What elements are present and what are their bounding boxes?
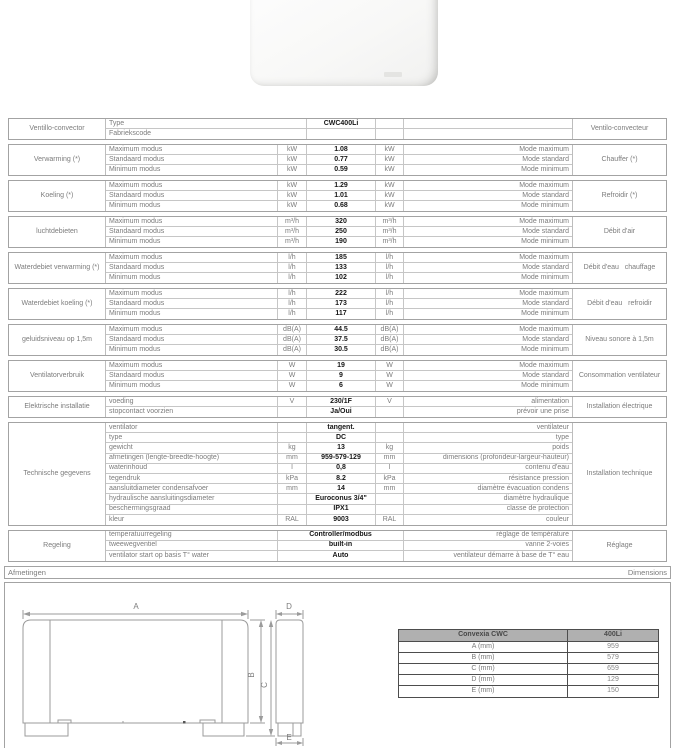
unit-right-cell: dB(A) (376, 345, 404, 355)
nl-category-label: Waterdebiet koeling (*) (9, 289, 106, 319)
nl-category-label: Waterdebiet verwarming (*) (9, 253, 106, 283)
nl-desc-cell: voeding (106, 397, 278, 406)
unit-left-cell: kW (278, 165, 307, 175)
nl-desc-cell: Type (106, 119, 307, 128)
dims-row-value: 150 (607, 687, 619, 695)
nl-category-label: Koeling (*) (9, 181, 106, 211)
spec-group-rows (106, 397, 572, 417)
fr-desc-cell: ventilateur (536, 423, 569, 431)
table-row (106, 397, 572, 407)
nl-desc-cell: Standaard modus (106, 371, 278, 380)
unit-left-cell (278, 505, 307, 514)
unit-right-cell (376, 407, 404, 417)
table-row (106, 505, 572, 515)
dims-table-model-header: Convexia CWC (399, 630, 568, 641)
unit-right-cell: l/h (376, 273, 404, 283)
unit-left-cell (278, 423, 307, 432)
spec-group-rows (106, 361, 572, 391)
unit-left-cell: l/h (278, 309, 307, 319)
value-cell: 9003 (307, 515, 376, 525)
unit-left-cell: dB(A) (278, 335, 307, 344)
table-row (106, 273, 572, 283)
table-row (106, 263, 572, 273)
dim-label-c: C (260, 681, 269, 688)
unit-right-cell: l (376, 464, 404, 473)
value-cell: 6 (307, 381, 376, 391)
fr-category-label: Réglage (572, 531, 666, 561)
dims-table-variant-header: 400Li (604, 631, 622, 639)
value-cell: 13 (307, 443, 376, 452)
value-cell: IPX1 (307, 505, 376, 514)
value-cell: Euroconus 3/4" (307, 494, 376, 503)
fr-desc-cell: Mode minimum (521, 346, 569, 353)
value-cell: 250 (307, 227, 376, 236)
fr-category-label: Refroidir (*) (572, 181, 666, 211)
dims-table-row (399, 642, 658, 653)
table-row (106, 309, 572, 319)
table-row (106, 454, 572, 464)
nl-desc-cell: Maximum modus (106, 181, 278, 190)
spec-table (8, 118, 667, 562)
nl-category-label: Verwarming (*) (9, 145, 106, 175)
nl-desc-cell: Minimum modus (106, 165, 278, 175)
table-row (106, 325, 572, 335)
value-cell: Controller/modbus (278, 531, 404, 540)
unit-right-cell: dB(A) (376, 325, 404, 334)
value-cell: 173 (307, 299, 376, 308)
nl-desc-cell: Maximum modus (106, 289, 278, 298)
table-row (106, 191, 572, 201)
unit-left-cell: kW (278, 191, 307, 200)
dims-table-row (399, 675, 658, 686)
unit-right-cell: RAL (376, 515, 404, 525)
unit-right-cell: kW (376, 201, 404, 211)
unit-left-cell: V (278, 397, 307, 406)
dims-row-label: B (mm) (399, 653, 568, 663)
nl-desc-cell: ventilator (106, 423, 278, 432)
spec-group-rows (106, 217, 572, 247)
nl-category-label: luchtdebieten (9, 217, 106, 247)
unit-left-cell: l (278, 464, 307, 473)
fr-desc-cell: alimentation (531, 397, 569, 405)
value-cell (307, 129, 376, 139)
spec-group (8, 422, 667, 526)
nl-desc-cell: Maximum modus (106, 361, 278, 370)
fr-category-label: Installation technique (572, 423, 666, 525)
dims-table-row (399, 664, 658, 675)
fr-desc-cell: Mode minimum (521, 382, 569, 389)
unit-right-cell: l/h (376, 309, 404, 319)
unit-right-cell: l/h (376, 289, 404, 298)
unit-left-cell: m³/h (278, 227, 307, 236)
fr-category-label: Ventilo-convecteur (572, 119, 666, 139)
fr-desc-cell: Mode minimum (521, 166, 569, 173)
product-logo-mark (384, 72, 402, 77)
dims-table-row (399, 653, 658, 664)
unit-right-cell: mm (376, 484, 404, 493)
value-cell: 19 (307, 361, 376, 370)
nl-desc-cell: Standaard modus (106, 263, 278, 272)
nl-desc-cell: Maximum modus (106, 253, 278, 262)
dims-row-value: 579 (607, 653, 619, 661)
fr-desc-cell: Mode standard (522, 263, 569, 271)
table-row (106, 181, 572, 191)
unit-left-cell: l/h (278, 253, 307, 262)
value-cell: 185 (307, 253, 376, 262)
nl-desc-cell: Minimum modus (106, 309, 278, 319)
unit-right-cell (376, 494, 404, 503)
nl-desc-cell: Standaard modus (106, 227, 278, 236)
fr-category-label: Niveau sonore à 1,5m (572, 325, 666, 355)
nl-desc-cell: Minimum modus (106, 201, 278, 211)
table-row (106, 155, 572, 165)
table-row (106, 201, 572, 211)
value-cell: 44.5 (307, 325, 376, 334)
unit-left-cell: mm (278, 454, 307, 463)
table-row (106, 474, 572, 484)
fr-desc-cell: diamètre hydraulique (503, 494, 569, 502)
fr-desc-cell: Mode minimum (521, 202, 569, 209)
value-cell: 30.5 (307, 345, 376, 355)
table-row (106, 484, 572, 494)
table-row (106, 361, 572, 371)
nl-desc-cell: Maximum modus (106, 217, 278, 226)
fr-desc-cell: Mode maximum (519, 181, 569, 189)
unit-left-cell: m³/h (278, 217, 307, 226)
unit-right-cell: mm (376, 454, 404, 463)
fr-desc-cell: prévoir une prise (516, 408, 569, 415)
fr-desc-cell: Mode standard (522, 191, 569, 199)
unit-left-cell: W (278, 361, 307, 370)
spec-group (8, 144, 667, 176)
unit-left-cell: kW (278, 181, 307, 190)
fr-desc-cell: Mode maximum (519, 325, 569, 333)
table-row (106, 299, 572, 309)
value-cell: built-in (278, 541, 404, 550)
spec-group-rows (106, 325, 572, 355)
spec-group-rows (106, 119, 572, 139)
table-row (106, 237, 572, 247)
unit-left-cell: W (278, 371, 307, 380)
table-row (106, 381, 572, 391)
fr-category-label: Installation électrique (572, 397, 666, 417)
unit-left-cell: RAL (278, 515, 307, 525)
nl-desc-cell: Minimum modus (106, 237, 278, 247)
unit-right-cell: kW (376, 165, 404, 175)
spec-group-rows (106, 145, 572, 175)
value-cell: 1.01 (307, 191, 376, 200)
spec-group (8, 252, 667, 284)
fr-desc-cell: contenu d'eau (525, 464, 569, 472)
nl-desc-cell: Minimum modus (106, 345, 278, 355)
table-row (106, 119, 572, 129)
dims-row-label: D (mm) (399, 675, 568, 685)
unit-right-cell: kW (376, 145, 404, 154)
table-row (106, 129, 572, 139)
spec-group (8, 530, 667, 562)
value-cell: 1.08 (307, 145, 376, 154)
value-cell: 320 (307, 217, 376, 226)
nl-desc-cell: temperatuurregeling (106, 531, 278, 540)
unit-left-cell: l/h (278, 273, 307, 283)
nl-desc-cell: hydraulische aansluitingsdiameter (106, 494, 278, 503)
fr-desc-cell: Mode standard (522, 227, 569, 235)
table-row (106, 494, 572, 504)
nl-desc-cell: stopcontact voorzien (106, 407, 278, 417)
nl-desc-cell: Minimum modus (106, 381, 278, 391)
unit-left-cell: kW (278, 155, 307, 164)
nl-desc-cell: Fabriekscode (106, 129, 307, 139)
unit-left-cell (278, 407, 307, 417)
spec-group-rows (106, 289, 572, 319)
unit-left-cell: mm (278, 484, 307, 493)
unit-right-cell: l/h (376, 263, 404, 272)
dims-row-value: 129 (607, 675, 619, 683)
spec-group (8, 396, 667, 418)
dims-table-row (399, 686, 658, 697)
fr-desc-cell: Mode standard (522, 299, 569, 307)
table-row (106, 145, 572, 155)
spec-group (8, 360, 667, 392)
table-row (106, 541, 572, 551)
value-cell: tangent. (307, 423, 376, 432)
value-cell: Ja/Oui (307, 407, 376, 417)
dim-label-a: A (133, 601, 139, 611)
table-row (106, 551, 572, 561)
fr-category-label: Chauffer (*) (572, 145, 666, 175)
fr-desc-cell: Mode minimum (521, 238, 569, 245)
fr-desc-cell: diamètre évacuation condens (477, 484, 569, 492)
unit-right-cell: dB(A) (376, 335, 404, 344)
spec-group-rows (106, 253, 572, 283)
table-row (106, 464, 572, 474)
dims-row-value: 659 (607, 664, 619, 672)
fr-category-label: Débit d'eau refroidir (572, 289, 666, 319)
unit-right-cell: W (376, 371, 404, 380)
table-row (106, 345, 572, 355)
spec-group-rows (106, 181, 572, 211)
nl-desc-cell: afmetingen (lengte-breedte-hoogte) (106, 454, 278, 463)
value-cell: 190 (307, 237, 376, 247)
table-row (106, 335, 572, 345)
fr-category-label: Débit d'eau chauffage (572, 253, 666, 283)
value-cell: 14 (307, 484, 376, 493)
dim-label-b: B (247, 672, 256, 678)
fr-desc-cell: Mode maximum (519, 361, 569, 369)
nl-desc-cell: Standaard modus (106, 191, 278, 200)
unit-right-cell: m³/h (376, 237, 404, 247)
dims-table-body (399, 642, 658, 697)
unit-left-cell: kW (278, 201, 307, 211)
unit-right-cell: kW (376, 191, 404, 200)
table-row (106, 227, 572, 237)
dimensions-title-nl: Afmetingen (8, 567, 46, 577)
value-cell: 117 (307, 309, 376, 319)
unit-left-cell: kg (278, 443, 307, 452)
fr-desc-cell: Mode maximum (519, 253, 569, 261)
unit-left-cell: l/h (278, 289, 307, 298)
fr-desc-cell: ventilateur démarre à base de T° eau (453, 551, 569, 559)
dimensions-title-fr: Dimensions (627, 567, 667, 577)
fr-desc-cell: Mode maximum (519, 145, 569, 153)
dims-row-label: A (mm) (399, 642, 568, 652)
fr-desc-cell: Mode minimum (521, 310, 569, 317)
table-row (106, 289, 572, 299)
dimensions-drawing-box (4, 582, 671, 748)
dim-label-e: E (286, 732, 292, 742)
fr-desc-cell: Mode maximum (519, 217, 569, 225)
spec-group (8, 324, 667, 356)
unit-right-cell (376, 423, 404, 432)
table-row (106, 433, 572, 443)
unit-right-cell (376, 433, 404, 442)
dims-table-header-row (399, 630, 658, 642)
fr-desc-cell: poids (552, 443, 569, 451)
fr-category-label: Débit d'air (572, 217, 666, 247)
dims-row-label: E (mm) (399, 686, 568, 697)
table-row (106, 531, 572, 541)
nl-desc-cell: beschermingsgraad (106, 505, 278, 514)
nl-desc-cell: tweewegventiel (106, 541, 278, 550)
table-row (106, 217, 572, 227)
dims-row-label: C (mm) (399, 664, 568, 674)
nl-desc-cell: Minimum modus (106, 273, 278, 283)
value-cell: 222 (307, 289, 376, 298)
nl-desc-cell: aansluitdiameter condensafvoer (106, 484, 278, 493)
fr-desc-cell: vanne 2-voies (525, 541, 569, 549)
value-cell: 8.2 (307, 474, 376, 483)
fr-desc-cell: Mode standard (522, 335, 569, 343)
unit-right-cell: l/h (376, 299, 404, 308)
nl-desc-cell: Standaard modus (106, 335, 278, 344)
spec-group (8, 180, 667, 212)
fr-desc-cell (404, 119, 572, 128)
unit-right-cell: l/h (376, 253, 404, 262)
dimensions-section-header (4, 566, 671, 579)
nl-desc-cell: Standaard modus (106, 155, 278, 164)
nl-desc-cell: type (106, 433, 278, 442)
unit-right-cell: W (376, 381, 404, 391)
spec-group-rows (106, 531, 572, 561)
value-cell: 102 (307, 273, 376, 283)
unit-left-cell: l/h (278, 299, 307, 308)
table-row (106, 515, 572, 525)
unit-right-cell: m³/h (376, 227, 404, 236)
unit-left-cell: dB(A) (278, 325, 307, 334)
dims-row-value: 959 (607, 642, 619, 650)
unit-left-cell: l/h (278, 263, 307, 272)
table-row (106, 165, 572, 175)
fr-desc-cell: dimensions (profondeur-largeur-hauteur) (442, 454, 569, 462)
unit-left-cell: W (278, 381, 307, 391)
value-cell: 0.59 (307, 165, 376, 175)
unit-left-cell: dB(A) (278, 345, 307, 355)
value-cell: Auto (278, 551, 404, 561)
value-cell: DC (307, 433, 376, 442)
fr-desc-cell: type (555, 433, 569, 441)
unit-right-cell: W (376, 361, 404, 370)
nl-category-label: Ventilatorverbruik (9, 361, 106, 391)
fr-desc-cell: Mode maximum (519, 289, 569, 297)
table-row (106, 443, 572, 453)
unit-right-cell: V (376, 397, 404, 406)
unit-right-cell (376, 505, 404, 514)
nl-category-label: Ventillo-convector (9, 119, 106, 139)
value-cell: 1.29 (307, 181, 376, 190)
nl-desc-cell: gewicht (106, 443, 278, 452)
fr-desc-cell: Mode standard (522, 155, 569, 163)
spec-group (8, 288, 667, 320)
fr-desc-cell: couleur (546, 515, 569, 523)
value-cell: 9 (307, 371, 376, 380)
unit-right-cell (376, 129, 404, 139)
unit-right-cell: kPa (376, 474, 404, 483)
unit-left-cell (278, 433, 307, 442)
table-row (106, 371, 572, 381)
value-cell: 0.68 (307, 201, 376, 211)
nl-category-label: geluidsniveau op 1,5m (9, 325, 106, 355)
table-row (106, 423, 572, 433)
unit-right-cell: kg (376, 443, 404, 452)
nl-category-label: Elektrische installatie (9, 397, 106, 417)
fr-desc-cell (404, 129, 572, 139)
nl-desc-cell: kleur (106, 515, 278, 525)
nl-desc-cell: Standaard modus (106, 299, 278, 308)
value-cell: 0.77 (307, 155, 376, 164)
fr-desc-cell: Mode standard (522, 371, 569, 379)
value-cell: 37.5 (307, 335, 376, 344)
unit-left-cell: kPa (278, 474, 307, 483)
nl-category-label: Technische gegevens (9, 423, 106, 525)
unit-right-cell: m³/h (376, 217, 404, 226)
fr-desc-cell: classe de protection (506, 505, 569, 513)
nl-desc-cell: waterinhoud (106, 464, 278, 473)
spec-group-rows (106, 423, 572, 525)
nl-desc-cell: Maximum modus (106, 145, 278, 154)
product-photo (250, 0, 438, 86)
fr-desc-cell: Mode minimum (521, 274, 569, 281)
spec-group (8, 118, 667, 140)
table-row (106, 407, 572, 417)
value-cell: 133 (307, 263, 376, 272)
spec-group (8, 216, 667, 248)
fr-category-label: Consommation ventilateur (572, 361, 666, 391)
unit-left-cell (278, 494, 307, 503)
value-cell: 230/1F (307, 397, 376, 406)
nl-desc-cell: tegendruk (106, 474, 278, 483)
dimensions-table (398, 629, 659, 698)
value-cell: CWC400Li (307, 119, 376, 128)
nl-desc-cell: ventilator start op basis T° water (106, 551, 278, 561)
value-cell: 959-579-129 (307, 454, 376, 463)
nl-category-label: Regeling (9, 531, 106, 561)
fr-desc-cell: réglage de température (496, 531, 569, 539)
table-row (106, 253, 572, 263)
fr-desc-cell: résistance pression (508, 474, 569, 482)
unit-right-cell: kW (376, 181, 404, 190)
unit-right-cell: kW (376, 155, 404, 164)
dim-label-d: D (286, 601, 292, 611)
unit-left-cell: kW (278, 145, 307, 154)
nl-desc-cell: Maximum modus (106, 325, 278, 334)
unit-left-cell: m³/h (278, 237, 307, 247)
value-cell: 0,8 (307, 464, 376, 473)
unit-right-cell (376, 119, 404, 128)
